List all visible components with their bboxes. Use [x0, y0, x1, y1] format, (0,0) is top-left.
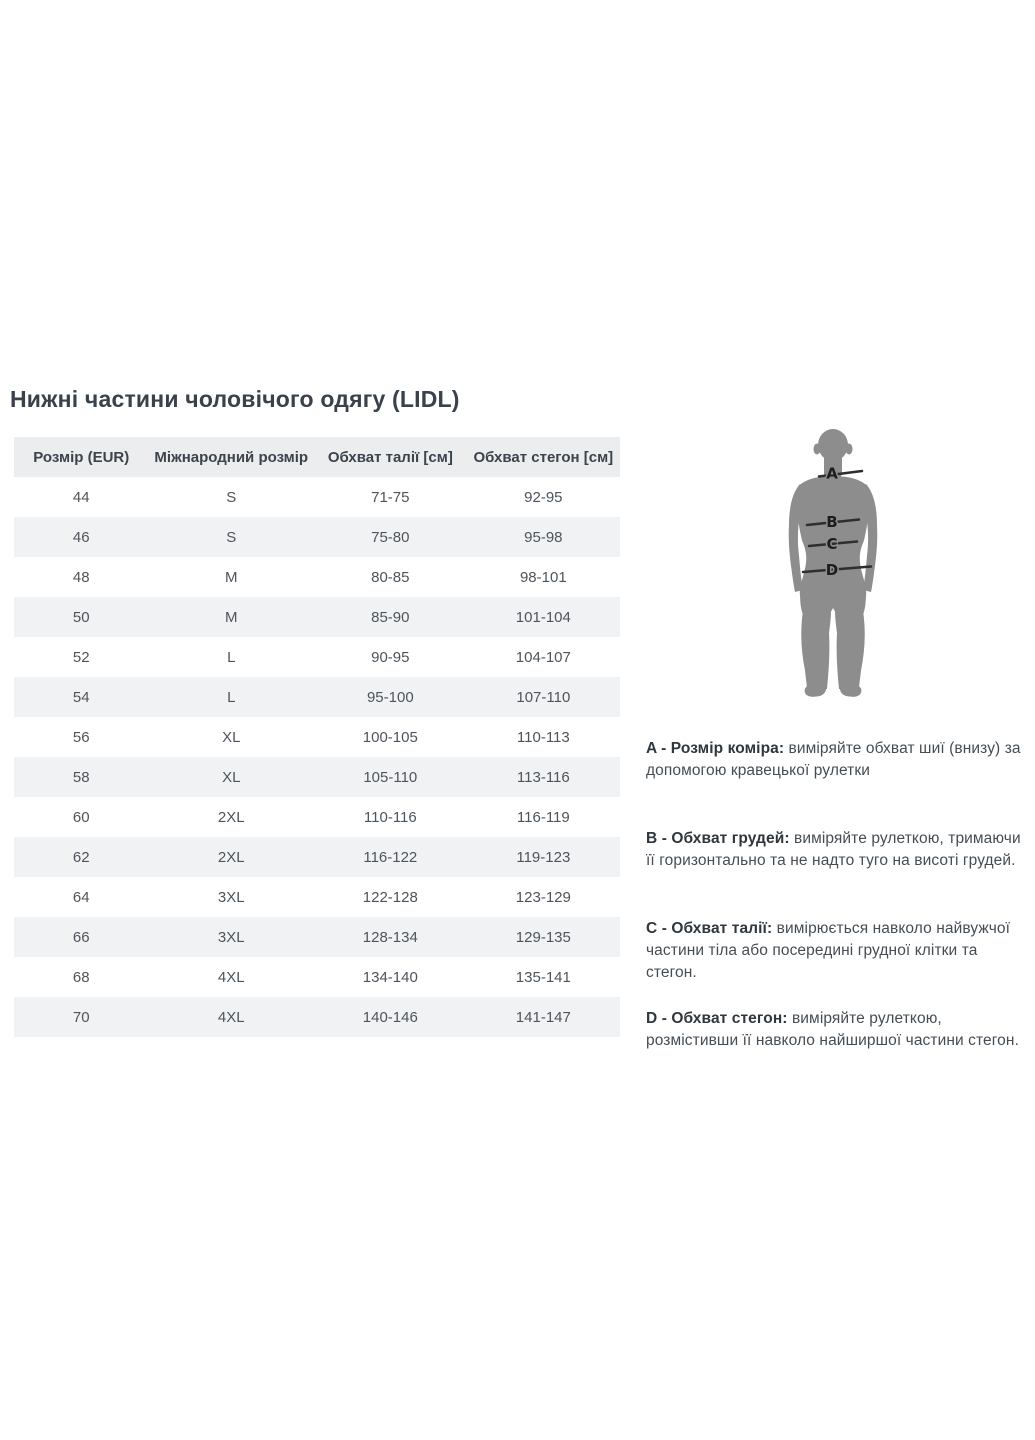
table-cell: 50 — [14, 597, 149, 637]
note-hips — [646, 1008, 1024, 1052]
table-cell: 64 — [72, 888, 90, 906]
table-cell: S — [226, 488, 237, 506]
table-row — [14, 877, 620, 917]
table-row — [14, 837, 620, 877]
table-cell: 54 — [14, 677, 149, 717]
note-chest-label: B - Обхват грудей: — [646, 829, 790, 847]
table-cell: 129-135 — [467, 917, 620, 957]
table-cell: 85-90 — [314, 597, 467, 637]
note-collar-size — [646, 738, 1024, 782]
table-cell: XL — [149, 757, 314, 797]
table-cell: 95-98 — [467, 517, 620, 557]
size-table-body — [14, 477, 620, 1037]
table-row — [14, 757, 620, 797]
table-row — [14, 677, 620, 717]
body-measurement-figure — [763, 428, 903, 708]
column-header-size-eur: Розмір (EUR) — [14, 437, 149, 477]
table-cell: 116-122 — [314, 837, 467, 877]
table-cell: M — [225, 568, 238, 586]
measure-label-d: D — [825, 561, 839, 579]
measure-label-b: B — [826, 513, 838, 531]
table-cell: 62 — [14, 837, 149, 877]
table-row — [14, 597, 620, 637]
table-cell: 113-116 — [467, 757, 620, 797]
measure-label-a: A — [826, 464, 838, 483]
table-cell: 75-80 — [314, 517, 467, 557]
table-cell: 134-140 — [362, 968, 418, 986]
table-cell: 3XL — [217, 888, 245, 906]
table-cell: 95-100 — [314, 677, 467, 717]
note-hips-text: виміряйте рулеткою, розмістивши її навколо найширшої частини стегон. — [646, 1009, 1019, 1049]
table-cell: 46 — [14, 517, 149, 557]
table-cell: 71-75 — [371, 488, 410, 506]
note-waist-label: C - Обхват талії: — [646, 919, 773, 937]
table-row — [14, 917, 620, 957]
table-row — [14, 797, 620, 837]
table-row — [14, 957, 620, 997]
table-cell: 52 — [72, 648, 90, 666]
table-cell: 104-107 — [515, 648, 571, 666]
note-waist-text: вимірюється навколо найвужчої частини тіла або посередині грудної клітки та стегон. — [646, 919, 1010, 981]
table-cell: 80-85 — [371, 568, 410, 586]
table-row — [14, 637, 620, 677]
table-cell: 4XL — [149, 997, 314, 1037]
table-cell: 141-147 — [467, 997, 620, 1037]
table-cell: 66 — [14, 917, 149, 957]
table-cell: 90-95 — [371, 648, 410, 666]
note-collar-text: виміряйте обхват шиї (внизу) за допомогою кравецької рулетки — [646, 739, 1021, 779]
table-cell: 70 — [14, 997, 149, 1037]
size-table — [14, 437, 620, 1037]
table-cell: 116-119 — [516, 808, 570, 826]
note-chest — [646, 828, 1024, 872]
table-cell: 2XL — [217, 808, 245, 826]
table-header-row — [14, 437, 620, 477]
table-cell: 56 — [72, 728, 90, 746]
table-cell: 48 — [72, 568, 90, 586]
column-header-international-size: Міжнародний розмір — [149, 437, 314, 477]
table-cell: 119-123 — [467, 837, 620, 877]
column-header-waist: Обхват талії [см] — [314, 437, 467, 477]
male-silhouette-icon — [763, 428, 903, 708]
table-cell: XL — [222, 728, 241, 746]
table-row — [14, 557, 620, 597]
table-cell: 100-105 — [362, 728, 418, 746]
table-cell: 105-110 — [314, 757, 467, 797]
note-chest-text: виміряйте рулеткою, тримаючи її горизонтально та не надто туго на висоті грудей. — [646, 829, 1021, 869]
table-row — [14, 477, 620, 517]
table-cell: 3XL — [149, 917, 314, 957]
table-cell: 4XL — [217, 968, 245, 986]
table-cell: 110-116 — [363, 808, 417, 826]
table-cell: 58 — [14, 757, 149, 797]
table-cell: 122-128 — [362, 888, 418, 906]
table-cell: 44 — [72, 488, 90, 506]
table-cell: L — [149, 677, 314, 717]
table-cell: 60 — [72, 808, 90, 826]
note-waist — [646, 918, 1024, 984]
note-hips-label: D - Обхват стегон: — [646, 1009, 788, 1027]
table-row — [14, 517, 620, 557]
table-cell: 123-129 — [515, 888, 571, 906]
table-cell: 140-146 — [314, 997, 467, 1037]
table-cell: 68 — [72, 968, 90, 986]
table-cell: S — [149, 517, 314, 557]
table-row — [14, 997, 620, 1037]
size-table-header — [14, 437, 620, 477]
table-cell: 110-113 — [516, 728, 570, 746]
table-cell: 101-104 — [467, 597, 620, 637]
column-header-hips: Обхват стегон [см] — [467, 437, 620, 477]
table-cell: M — [149, 597, 314, 637]
table-cell: 92-95 — [524, 488, 563, 506]
table-cell: 2XL — [149, 837, 314, 877]
note-collar-label: A - Розмір коміра: — [646, 739, 785, 757]
table-cell: 107-110 — [467, 677, 620, 717]
page-title: Нижні частини чоловічого одягу (LIDL) — [10, 386, 460, 412]
table-cell: 98-101 — [519, 568, 567, 586]
measure-label-c: C — [826, 535, 838, 553]
table-cell: 135-141 — [515, 968, 571, 986]
table-cell: L — [227, 648, 236, 666]
table-cell: 128-134 — [314, 917, 467, 957]
table-row — [14, 717, 620, 757]
